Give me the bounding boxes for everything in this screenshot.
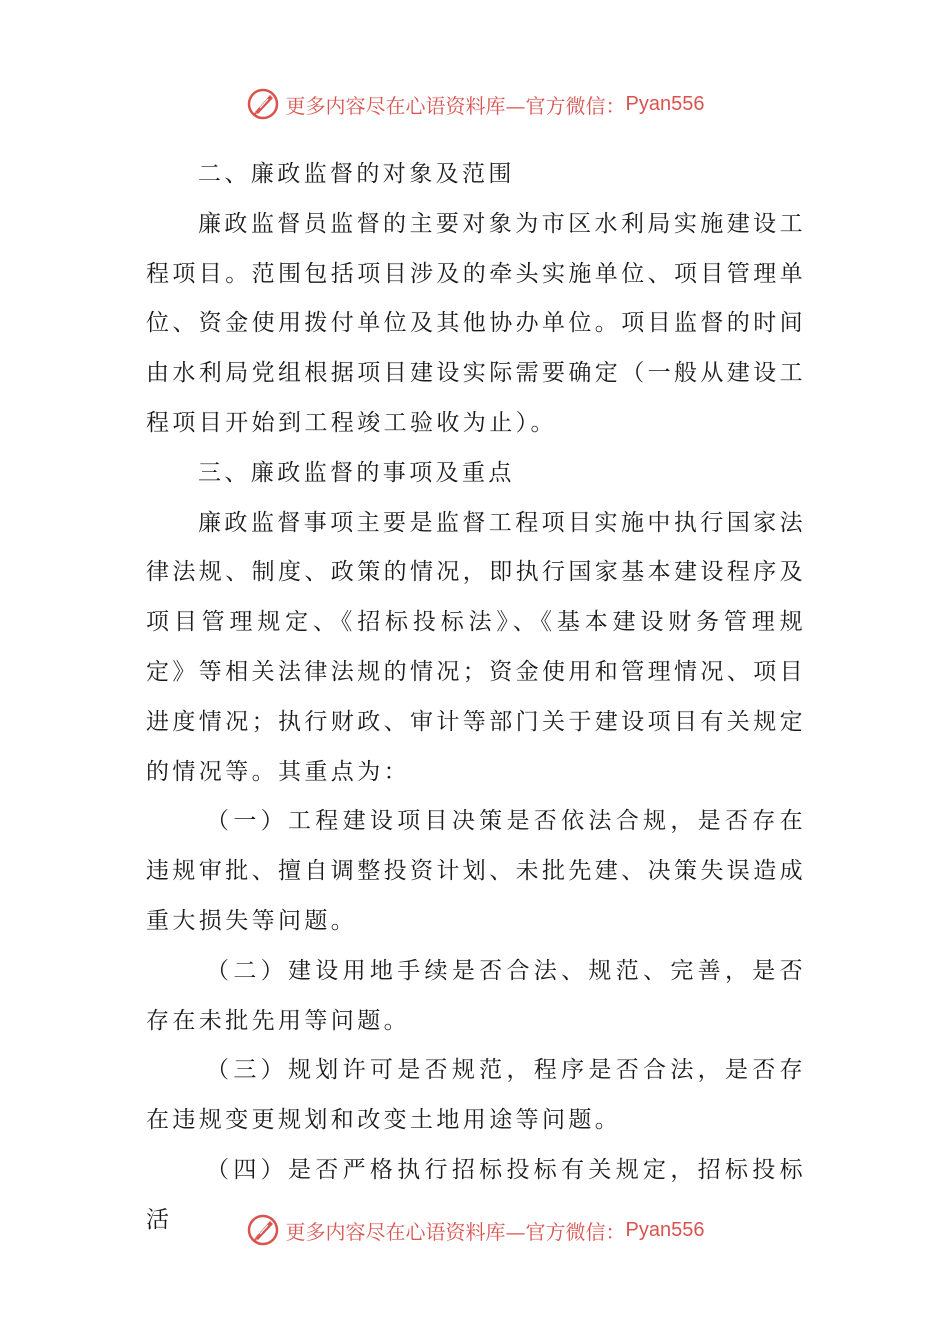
list-item: （二）建设用地手续是否合法、规范、完善，是否存在未批先用等问题。 (146, 957, 806, 1034)
list-item: （三）规划许可是否规范，程序是否合法，是否存在违规变更规划和改变土地用途等问题。 (146, 1057, 806, 1134)
watermark-text: 更多内容尽在心语资料库—官方微信： (285, 1219, 626, 1244)
section-heading: 三、廉政监督的事项及重点 (198, 459, 515, 486)
watermark-text: 更多内容尽在心语资料库—官方微信： (285, 93, 626, 118)
watermark-wechat-id: Pyan556 (625, 92, 705, 115)
watermark-banner-bottom (0, 1210, 950, 1250)
watermark-banner-top (0, 84, 950, 124)
list-item: （一）工程建设项目决策是否依法合规，是否存在违规审批、擅自调整投资计划、未批先建、决策失误造成重大损失等问题。 (146, 808, 806, 934)
body-paragraph: 廉政监督事项主要是监督工程项目实施中执行国家法律法规、制度、政策的情况，即执行国家基本建设程序及项目管理规定、《招标投标法》、《基本建设财务管理规定》等相关法律法规的情况；资金使用和管理情况、项目进度情况；执行财政、审计等部门关于建设项目有关规定的情况等。其重点为： (146, 509, 806, 785)
document-body (146, 150, 806, 1246)
body-paragraph: 廉政监督员监督的主要对象为市区水利局实施建设工程项目。范围包括项目涉及的牵头实施单位、项目管理单位、资金使用拨付单位及其他协办单位。项目监督的时间由水利局党组根据项目建设实际需要确定（一般从建设工程项目开始到工程竣工验收为止）。 (146, 210, 806, 436)
quill-logo-icon (246, 87, 280, 121)
list-item: （四）是否严格执行招标投标有关规定，招标投标活 (146, 1156, 806, 1233)
section-heading: 二、廉政监督的对象及范围 (198, 161, 515, 187)
watermark-wechat-id: Pyan556 (625, 1218, 705, 1241)
quill-logo-icon (246, 1213, 280, 1247)
